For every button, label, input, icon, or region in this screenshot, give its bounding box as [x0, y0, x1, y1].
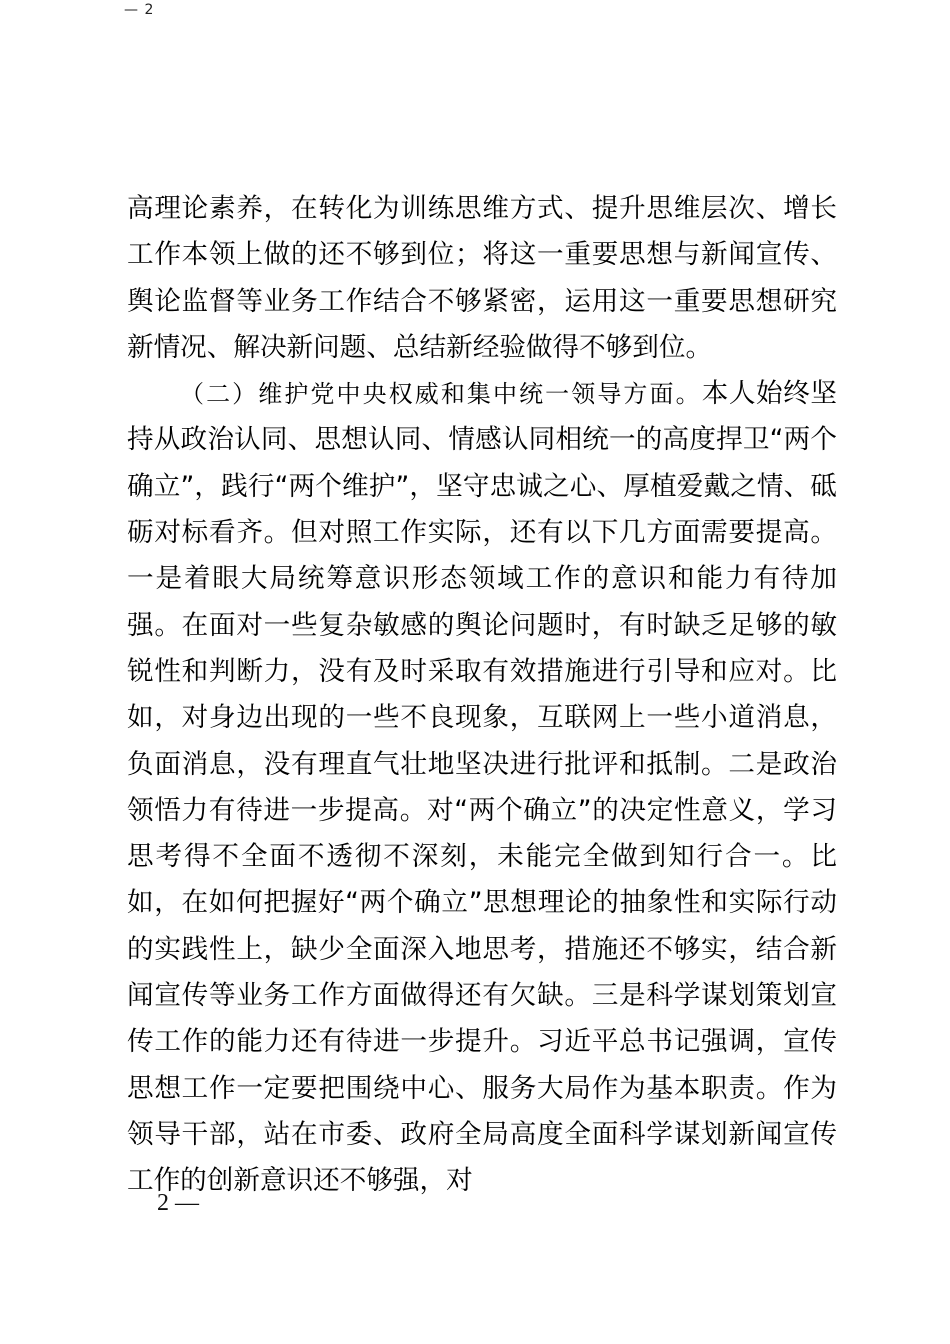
- paragraph-1: 高理论素养，在转化为训练思维方式、提升思维层次、增长工作本领上做的还不够到位；将这一重要思想与新闻宣传、舆论监督等业务工作结合不够紧密，运用这一重要思想研究新情况、解决新问题、总结新经验做得不够到位。: [127, 193, 837, 363]
- section-heading: （二）维护党中央权威和集中统一领导方面。: [180, 380, 702, 409]
- paragraph-2: [127, 371, 837, 1204]
- page-footer-number: 2 —: [157, 1190, 199, 1216]
- paragraph-2-text: 本人始终坚持从政治认同、思想认同、情感认同相统一的高度捍卫“两个确立”，践行“两个维护”，坚守忠诚之心、厚植爱戴之情、砥砺对标看齐。但对照工作实际，还有以下几方面需要提高。一是着眼大局统筹意识形态领域工作的意识和能力有待加强。在面对一些复杂敏感的舆论问题时，有时缺乏足够的敏锐性和判断力，没有及时采取有效措施进行引导和应对。比如，对身边出现的一些不良现象，互联网上一些小道消息，负面消息，没有理直气壮地坚决进行批评和抵制。二是政治领悟力有待进一步提高。对“两个确立”的决定性意义，学习思考得不全面不透彻不深刻，未能完全做到知行合一。比如，在如何把握好“两个确立”思想理论的抽象性和实际行动的实践性上，缺少全面深入地思考，措施还不够实，结合新闻宣传等业务工作方面做得还有欠缺。三是科学谋划策划宣传工作的能力还有待进一步提升。习近平总书记强调，宣传思想工作一定要把围绕中心、服务大局作为基本职责。作为领导干部，站在市委、政府全局高度全面科学谋划新闻宣传工作的创新意识还不够强，对: [127, 378, 838, 1197]
- document-body: [127, 186, 837, 1205]
- page-header-mark: — 2: [124, 2, 155, 18]
